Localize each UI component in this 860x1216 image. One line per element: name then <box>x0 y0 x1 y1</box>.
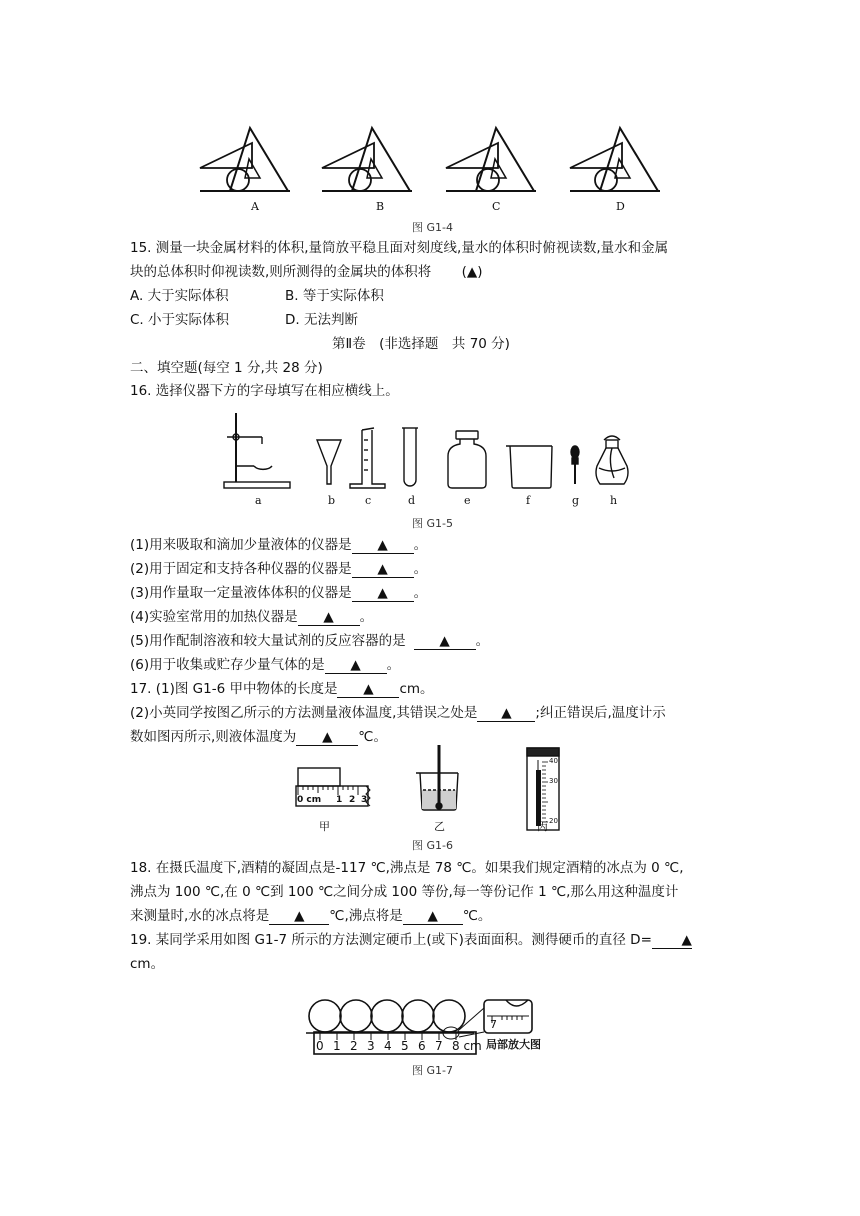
q17-blank-2[interactable]: ▲ <box>477 705 535 722</box>
q17-part2-line1-a: (2)小英同学按图乙所示的方法测量液体温度,其错误之处是 <box>130 705 478 721</box>
fig-g1-4-label-b: B <box>376 200 385 213</box>
q17-part2-line2-unit: ℃。 <box>358 729 387 745</box>
section2-title: 二、填空题(每空 1 分,共 28 分) <box>130 360 323 376</box>
ruler7-number-2: 2 <box>350 1039 358 1053</box>
ruler-label-2: 2 <box>349 795 356 805</box>
q15-stem-line1: 15. 测量一块金属材料的体积,量筒放平稳且面对刻度线,量水的体积时俯视读数,量水和金属 <box>130 240 669 256</box>
fig-g1-6-label-yi: 乙 <box>434 820 445 833</box>
q16-item-3-text: (3)用作量取一定量液体体积的仪器是 <box>130 585 352 601</box>
q18-line3-b: ℃,沸点将是 <box>329 908 403 924</box>
ruler7-number-4: 4 <box>384 1039 392 1053</box>
ruler7-number-6: 6 <box>418 1039 426 1053</box>
q16-blank-3[interactable]: ▲ <box>352 585 414 602</box>
q18-blank-2[interactable]: ▲ <box>403 908 463 925</box>
instrument-label-f: f <box>526 494 531 507</box>
q19-blank-1[interactable]: ▲ <box>652 932 692 949</box>
q16-item-6-end: 。 <box>386 657 401 673</box>
fig-g1-4-label-d: D <box>616 200 625 213</box>
instrument-label-d: d <box>408 494 416 507</box>
q18-line1: 18. 在摄氏温度下,酒精的凝固点是-117 ℃,沸点是 78 ℃。如果我们规定酒精的冰点为 0 ℃, <box>130 860 684 876</box>
instrument-label-b: b <box>328 494 336 507</box>
fig-g1-6-label-bing: 丙 <box>537 820 548 833</box>
fig-g1-4-label-a: A <box>251 200 259 213</box>
q17-part1-text: 17. (1)图 G1-6 甲中物体的长度是 <box>130 681 338 697</box>
q16-item-2-end: 。 <box>413 561 428 577</box>
ruler7-number-7: 7 <box>435 1039 443 1053</box>
instrument-label-h: h <box>610 494 618 507</box>
q17-blank-3[interactable]: ▲ <box>296 729 358 746</box>
fig-g1-7-caption: 图 G1-7 <box>412 1064 453 1077</box>
q16-item-2-text: (2)用于固定和支持各种仪器的仪器是 <box>130 561 352 577</box>
q18-blank-1[interactable]: ▲ <box>269 908 329 925</box>
ruler-label-3: 3 <box>361 795 368 805</box>
q15-stem-line2-text: 块的总体积时仰视读数,则所测得的金属块的体积将 <box>130 264 432 280</box>
q16-item-4-text: (4)实验室常用的加热仪器是 <box>130 609 298 625</box>
q17-part2-line2-a: 数如图丙所示,则液体温度为 <box>130 729 297 745</box>
q15-option-a: A. 大于实际体积 <box>130 288 229 304</box>
q17-part2-line1-b: ;纠正错误后,温度计示 <box>535 705 666 721</box>
q18-line2: 沸点为 100 ℃,在 0 ℃到 100 ℃之间分成 100 等份,每一等份记作 1 ℃,那么用这种温度计 <box>130 884 679 900</box>
q17-blank-1[interactable]: ▲ <box>337 681 399 698</box>
q16-blank-1[interactable]: ▲ <box>352 537 414 554</box>
zoom-label: 局部放大图 <box>486 1038 541 1051</box>
q16-item-5-end: 。 <box>475 633 490 649</box>
instrument-label-a: a <box>255 494 262 507</box>
ruler7-number-1: 1 <box>333 1039 341 1053</box>
q16-blank-2[interactable]: ▲ <box>352 561 414 578</box>
q16-stem: 16. 选择仪器下方的字母填写在相应横线上。 <box>130 383 399 399</box>
ruler7-number-8: 8 cm <box>452 1039 482 1053</box>
q16-item-3-end: 。 <box>413 585 428 601</box>
part2-header: 第Ⅱ卷 (非选择题 共 70 分) <box>332 336 510 352</box>
fig-g1-6-label-jia: 甲 <box>319 820 330 833</box>
ruler7-number-3: 3 <box>367 1039 375 1053</box>
q15-option-b: B. 等于实际体积 <box>285 288 384 304</box>
thermo-label-20: 20 <box>549 817 558 825</box>
ruler7-number-0: 0 <box>316 1039 324 1053</box>
q16-item-6-text: (6)用于收集或贮存少量气体的是 <box>130 657 325 673</box>
q15-answer-mark: (▲) <box>461 264 483 280</box>
q16-blank-5[interactable]: ▲ <box>414 633 476 650</box>
zoom-number-7: 7 <box>490 1018 497 1031</box>
instrument-label-c: c <box>365 494 372 507</box>
instrument-label-g: g <box>572 494 580 507</box>
q15-option-d: D. 无法判断 <box>285 312 358 328</box>
q16-item-5-text: (5)用作配制溶液和较大量试剂的反应容器的是 <box>130 633 406 649</box>
q16-item-1-text: (1)用来吸取和滴加少量液体的仪器是 <box>130 537 352 553</box>
ruler-label-1: 1 <box>336 795 343 805</box>
q18-line3-a: 来测量时,水的冰点将是 <box>130 908 270 924</box>
q18-line3-c: ℃。 <box>462 908 492 924</box>
thermo-label-30: 30 <box>549 777 558 785</box>
q16-blank-6[interactable]: ▲ <box>325 657 387 674</box>
fig-g1-4-label-c: C <box>492 200 501 213</box>
q19-line1-text: 19. 某同学采用如图 G1-7 所示的方法测定硬币上(或下)表面面积。测得硬币的直径 D= <box>130 932 652 948</box>
fig-g1-6-caption: 图 G1-6 <box>412 839 453 852</box>
fig-g1-4-caption: 图 G1-4 <box>412 221 453 234</box>
q16-item-4-end: 。 <box>359 609 374 625</box>
instrument-label-e: e <box>464 494 471 507</box>
q16-blank-4[interactable]: ▲ <box>298 609 360 626</box>
q19-line2: cm。 <box>130 956 165 972</box>
fig-g1-5-caption: 图 G1-5 <box>412 517 453 530</box>
ruler7-number-5: 5 <box>401 1039 409 1053</box>
q17-part1-unit: cm。 <box>399 681 434 697</box>
q15-option-c: C. 小于实际体积 <box>130 312 230 328</box>
q16-item-1-end: 。 <box>413 537 428 553</box>
ruler-label-0: 0 cm <box>297 795 322 805</box>
thermo-label-40: 40 <box>549 757 558 765</box>
